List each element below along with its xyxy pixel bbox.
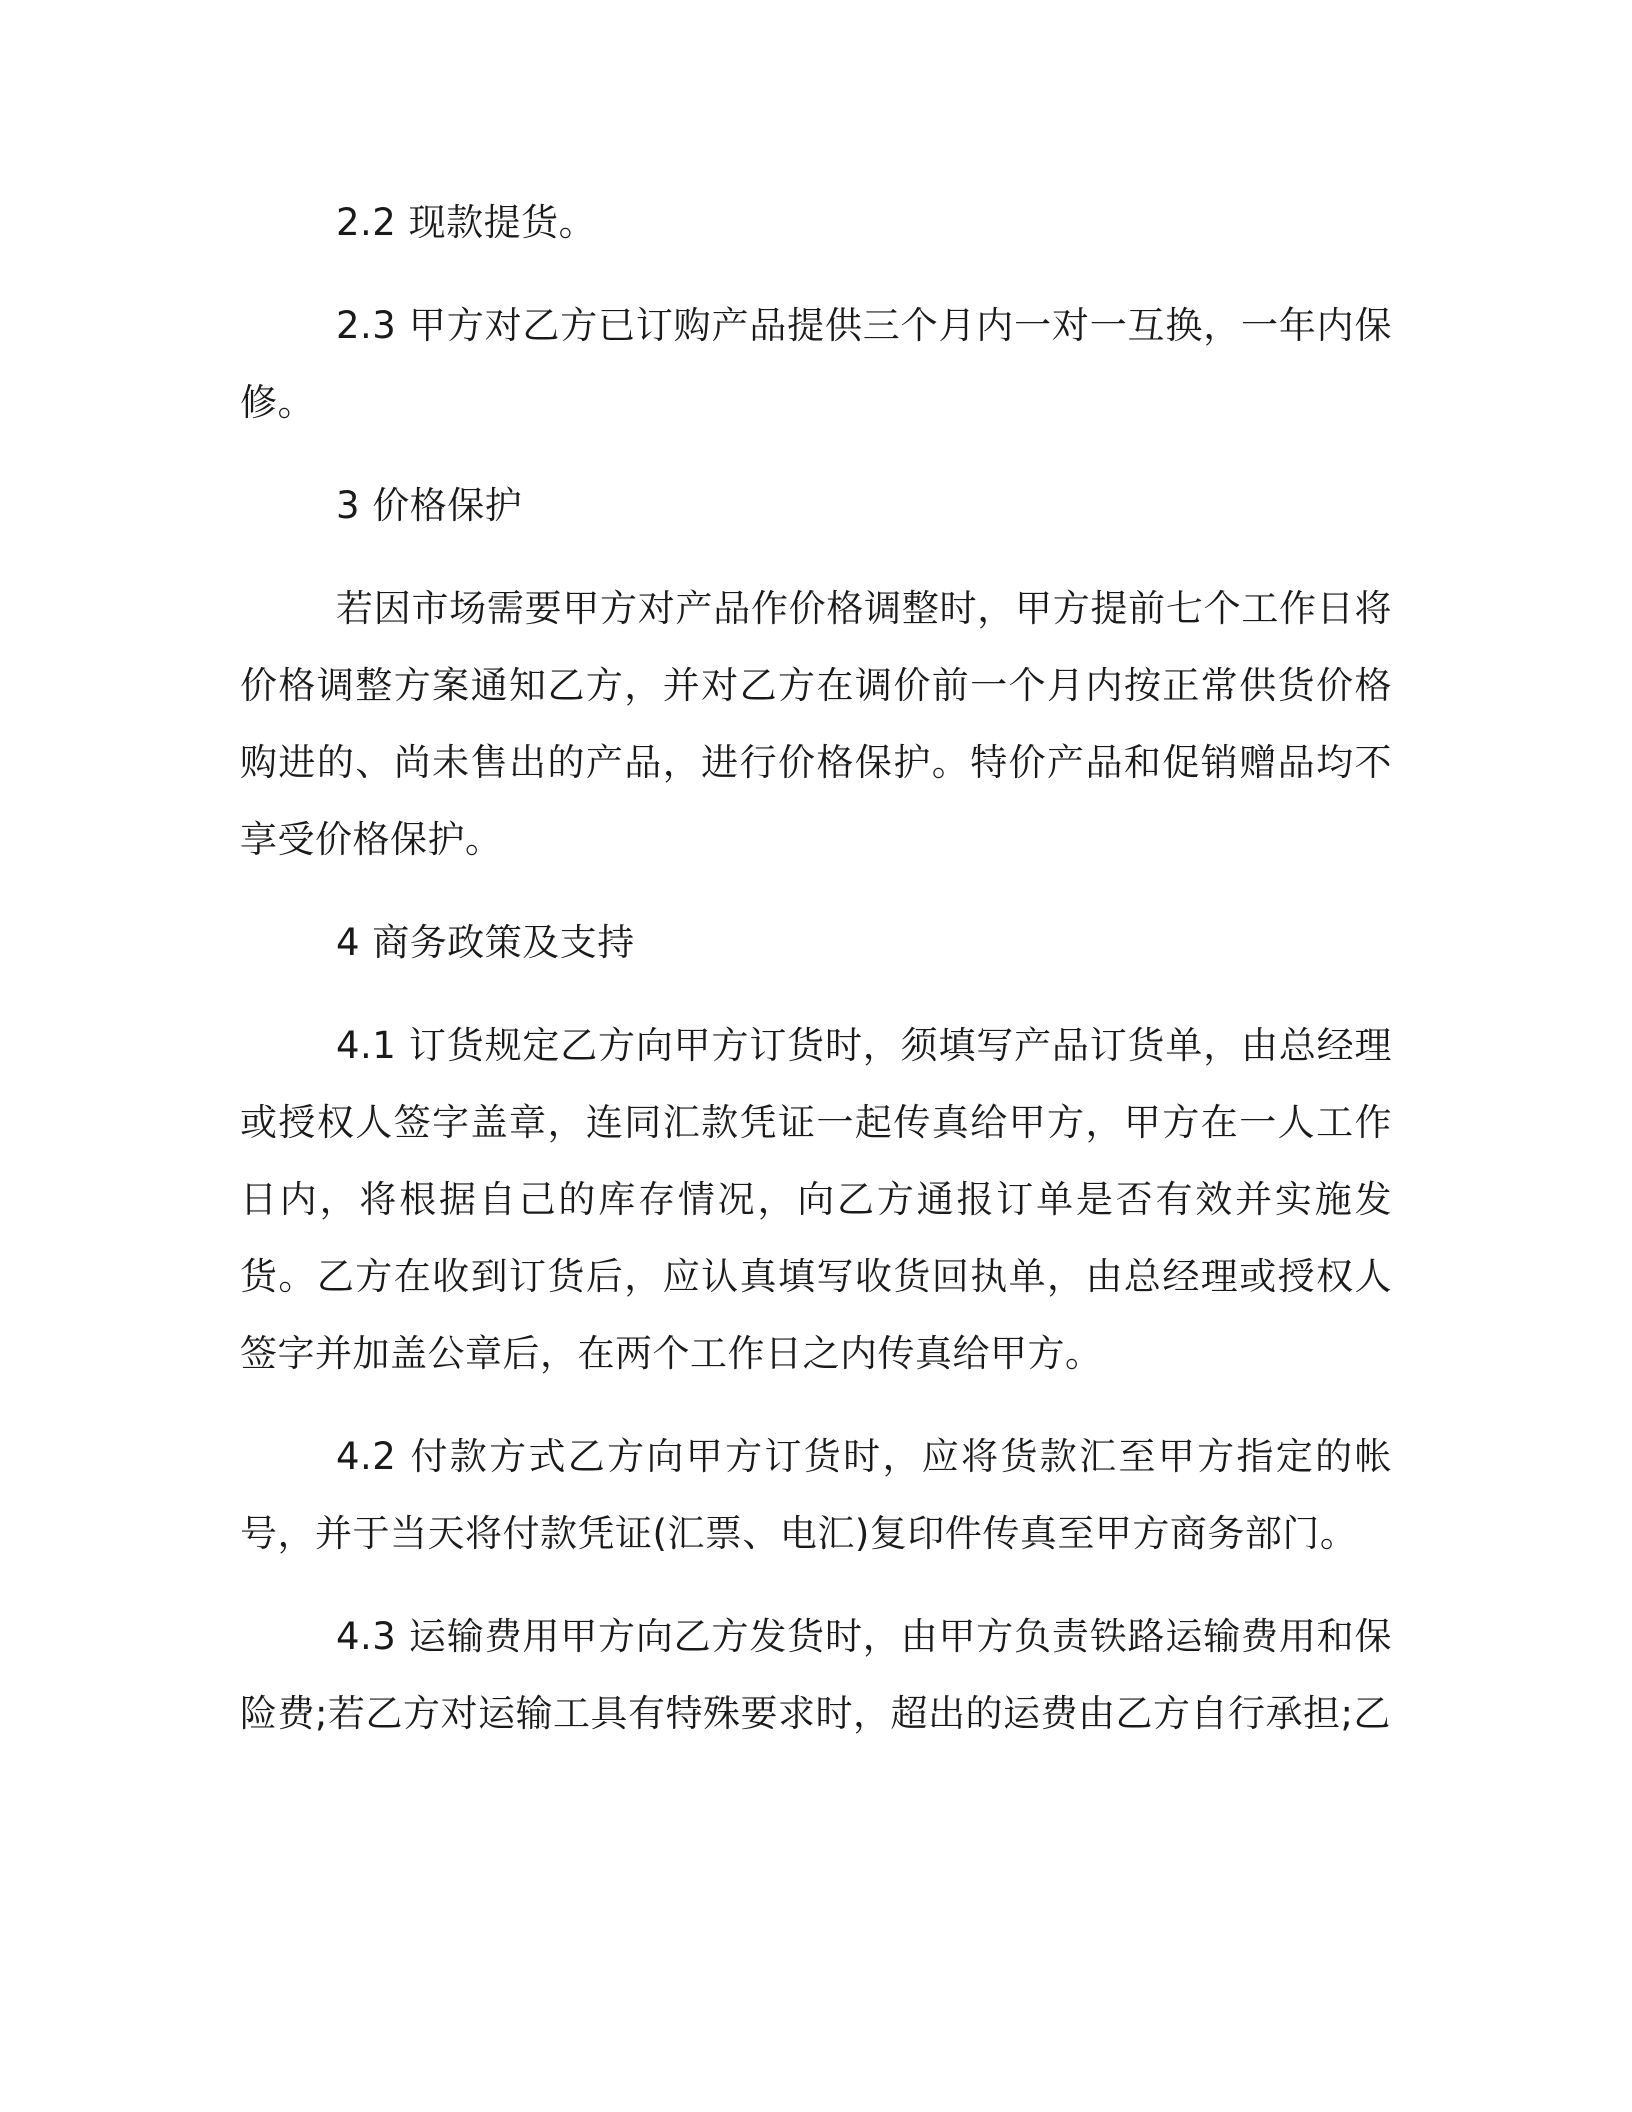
paragraph-2-2-cash-pickup: 2.2 现款提货。 [336, 201, 597, 244]
paragraph-2-3-exchange-warranty: 2.3 甲方对乙方已订购产品提供三个月内一对一互换，一年内保修。 [240, 304, 1392, 424]
document-body [240, 184, 1392, 1752]
paragraph-4-3-shipping: 4.3 运输费用甲方向乙方发货时，由甲方负责铁路运输费用和保险费;若乙方对运输工具有特殊要求时，超出的运费由乙方自行承担;乙 [240, 1615, 1392, 1735]
section-heading-price-protection: 3 价格保护 [336, 484, 523, 527]
paragraph-4-2-payment: 4.2 付款方式乙方向甲方订货时，应将货款汇至甲方指定的帐号，并于当天将付款凭证(汇票、电汇)复印件传真至甲方商务部门。 [240, 1435, 1392, 1555]
paragraph-price-protection: 若因市场需要甲方对产品作价格调整时，甲方提前七个工作日将价格调整方案通知乙方，并对乙方在调价前一个月内按正常供货价格购进的、尚未售出的产品，进行价格保护。特价产品和促销赠品均不享受价格保护。 [240, 587, 1392, 861]
paragraph-4-1-ordering: 4.1 订货规定乙方向甲方订货时，须填写产品订货单，由总经理或授权人签字盖章，连同汇款凭证一起传真给甲方，甲方在一人工作日内，将根据自己的库存情况，向乙方通报订单是否有效并实施发货。乙方在收到订货后，应认真填写收货回执单，由总经理或授权人签字并加盖公章后，在两个工作日之内传真给甲方。 [240, 1024, 1392, 1375]
section-heading-business-policy: 4 商务政策及支持 [336, 921, 635, 964]
